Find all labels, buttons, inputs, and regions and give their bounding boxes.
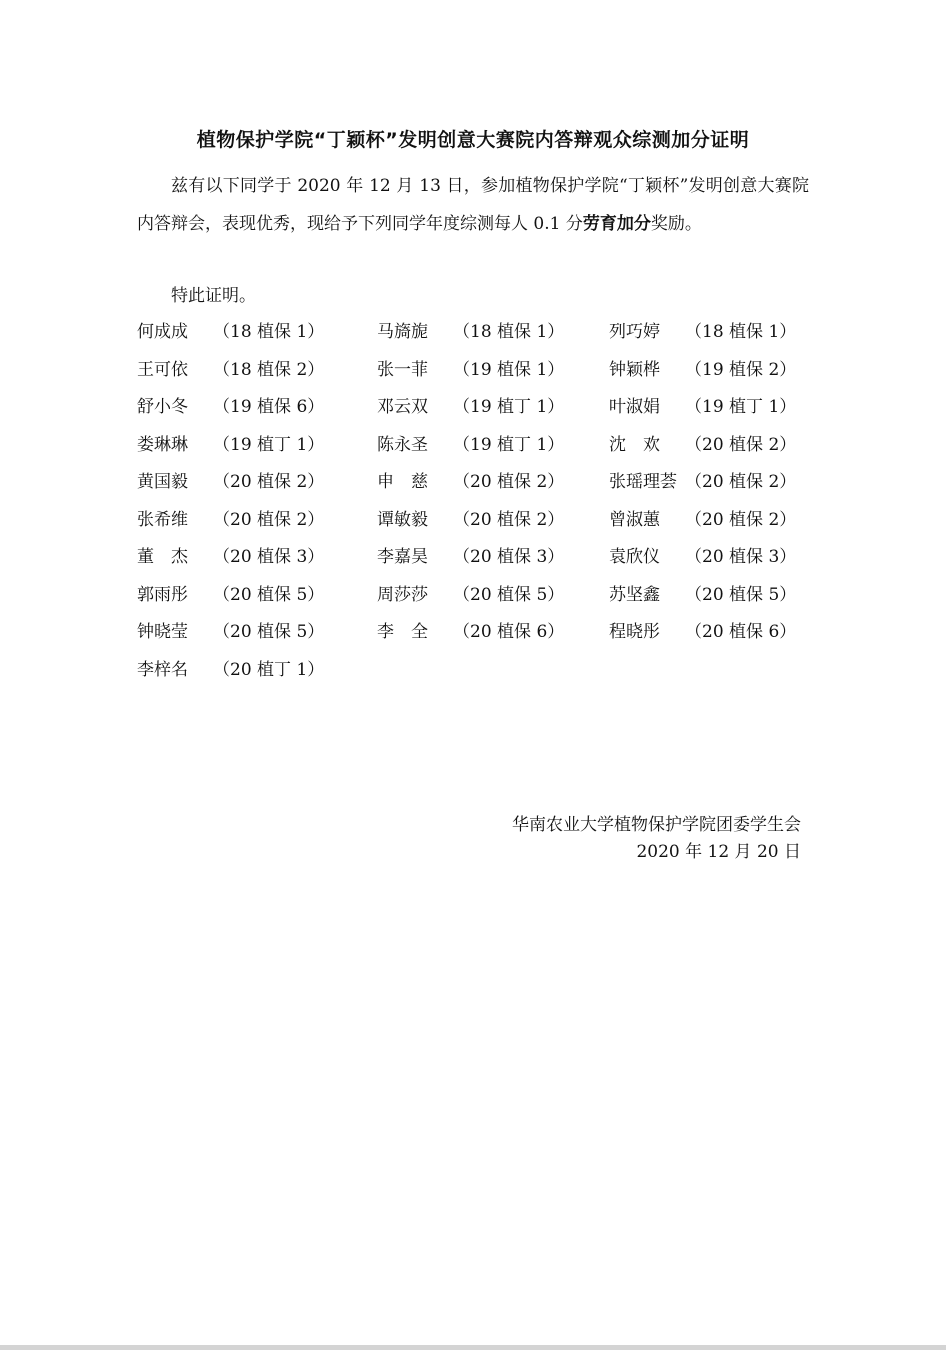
student-name: 申 慈 xyxy=(377,472,428,492)
student-class: （18 植保 1） xyxy=(453,322,565,342)
student-name: 曾淑蕙 xyxy=(609,509,660,530)
student-row xyxy=(137,504,817,542)
student-name: 张一菲 xyxy=(377,359,428,380)
student-class: （20 植保 3） xyxy=(213,547,325,567)
signature-date: 2020 年 12 月 20 日 xyxy=(636,842,801,862)
student-entry xyxy=(609,429,796,461)
student-class: （19 植丁 1） xyxy=(453,397,565,417)
body-paragraph xyxy=(137,168,809,243)
student-row xyxy=(137,429,817,467)
student-class: （20 植保 6） xyxy=(685,622,797,642)
student-row xyxy=(137,354,817,392)
student-class: （19 植丁 1） xyxy=(453,434,565,455)
signature-organization: 华南农业大学植物保护学院团委学生会 xyxy=(512,815,801,835)
student-class: （20 植保 2） xyxy=(213,472,325,492)
student-row xyxy=(137,616,817,654)
student-class: （20 植保 3） xyxy=(453,547,565,567)
student-entry xyxy=(377,354,564,386)
student-name: 程晓彤 xyxy=(609,622,660,642)
student-name: 李嘉昊 xyxy=(377,547,428,567)
student-class: （20 植丁 1） xyxy=(213,659,325,680)
student-name: 张希维 xyxy=(137,509,188,530)
student-class: （20 植保 2） xyxy=(685,472,797,492)
student-class: （18 植保 2） xyxy=(213,359,325,380)
student-entry xyxy=(609,391,796,423)
student-class: （20 植保 5） xyxy=(453,584,565,605)
student-row xyxy=(137,391,817,429)
student-name: 邓云双 xyxy=(377,397,428,417)
student-class: （20 植保 2） xyxy=(685,509,797,530)
student-class: （20 植保 5） xyxy=(685,584,797,605)
student-entry xyxy=(377,541,564,573)
student-name: 周莎莎 xyxy=(377,584,428,605)
student-class: （20 植保 2） xyxy=(453,509,565,530)
student-class: （19 植保 6） xyxy=(213,397,325,417)
signature-block xyxy=(512,812,801,866)
student-name: 李梓名 xyxy=(137,659,188,680)
student-entry xyxy=(377,616,564,648)
certification-line: 特此证明。 xyxy=(171,286,256,306)
paragraph-ending: 奖励。 xyxy=(650,213,702,234)
student-entry xyxy=(377,429,564,461)
student-name: 袁欣仪 xyxy=(609,547,660,567)
student-row xyxy=(137,316,817,354)
student-entry xyxy=(609,579,796,611)
student-name: 沈 欢 xyxy=(609,434,660,455)
paragraph-text: 兹有以下同学于 2020 年 12 月 13 日，参加植物保护学院“丁颖杯”发明创意大赛院内答辩会，表现优秀，现给予下列同学年度综测每人 0.1 分 xyxy=(137,176,809,234)
student-name: 王可依 xyxy=(137,359,188,380)
student-name: 谭敏毅 xyxy=(377,509,428,530)
student-name: 张瑶理荟 xyxy=(609,472,677,492)
student-name: 钟颖桦 xyxy=(609,359,660,380)
student-name: 叶淑娟 xyxy=(609,397,660,417)
page-bottom-edge xyxy=(0,1345,946,1350)
student-row xyxy=(137,654,817,692)
student-name: 列巧婷 xyxy=(609,322,660,342)
student-class: （20 植保 2） xyxy=(213,509,325,530)
student-entry xyxy=(137,354,324,386)
student-class: （20 植保 6） xyxy=(453,622,565,642)
student-class: （18 植保 1） xyxy=(213,322,325,342)
student-entry xyxy=(609,316,796,348)
student-class: （19 植丁 1） xyxy=(685,397,797,417)
student-name: 董 杰 xyxy=(137,547,188,567)
student-name: 郭雨彤 xyxy=(137,584,188,605)
student-entry xyxy=(609,354,796,386)
student-entry xyxy=(377,504,564,536)
student-name: 娄琳琳 xyxy=(137,434,188,455)
student-class: （20 植保 5） xyxy=(213,622,325,642)
student-entry xyxy=(137,616,324,648)
student-name: 李 全 xyxy=(377,622,428,642)
student-name: 苏坚鑫 xyxy=(609,584,660,605)
student-name: 何成成 xyxy=(137,322,188,342)
student-entry xyxy=(137,316,324,348)
student-row xyxy=(137,579,817,617)
student-entry xyxy=(609,541,796,573)
student-class: （19 植保 2） xyxy=(685,359,797,380)
student-row xyxy=(137,466,817,504)
student-list xyxy=(137,316,817,691)
student-entry xyxy=(137,391,324,423)
student-class: （20 植保 2） xyxy=(453,472,565,492)
student-entry xyxy=(137,429,324,461)
student-class: （19 植丁 1） xyxy=(213,434,325,455)
student-name: 钟晓莹 xyxy=(137,622,188,642)
student-name: 马旖旎 xyxy=(377,322,428,342)
student-name: 黄国毅 xyxy=(137,472,188,492)
student-entry xyxy=(137,541,324,573)
student-entry xyxy=(137,654,324,686)
student-class: （18 植保 1） xyxy=(685,322,797,342)
student-class: （20 植保 5） xyxy=(213,584,325,605)
student-entry xyxy=(609,616,796,648)
document-title: 植物保护学院“丁颖杯”发明创意大赛院内答辩观众综测加分证明 xyxy=(196,129,750,151)
student-entry xyxy=(377,579,564,611)
student-class: （20 植保 3） xyxy=(685,547,797,567)
student-name: 陈永圣 xyxy=(377,434,428,455)
student-entry xyxy=(377,316,564,348)
student-entry xyxy=(137,466,324,498)
student-entry xyxy=(377,466,564,498)
student-entry xyxy=(377,391,564,423)
student-class: （20 植保 2） xyxy=(685,434,797,455)
student-name: 舒小冬 xyxy=(137,397,188,417)
student-class: （19 植保 1） xyxy=(453,359,565,380)
student-entry xyxy=(609,504,796,536)
student-entry xyxy=(137,504,324,536)
student-entry xyxy=(137,579,324,611)
student-row xyxy=(137,541,817,579)
student-entry xyxy=(609,466,796,498)
paragraph-bold-text: 劳育加分 xyxy=(582,213,651,234)
